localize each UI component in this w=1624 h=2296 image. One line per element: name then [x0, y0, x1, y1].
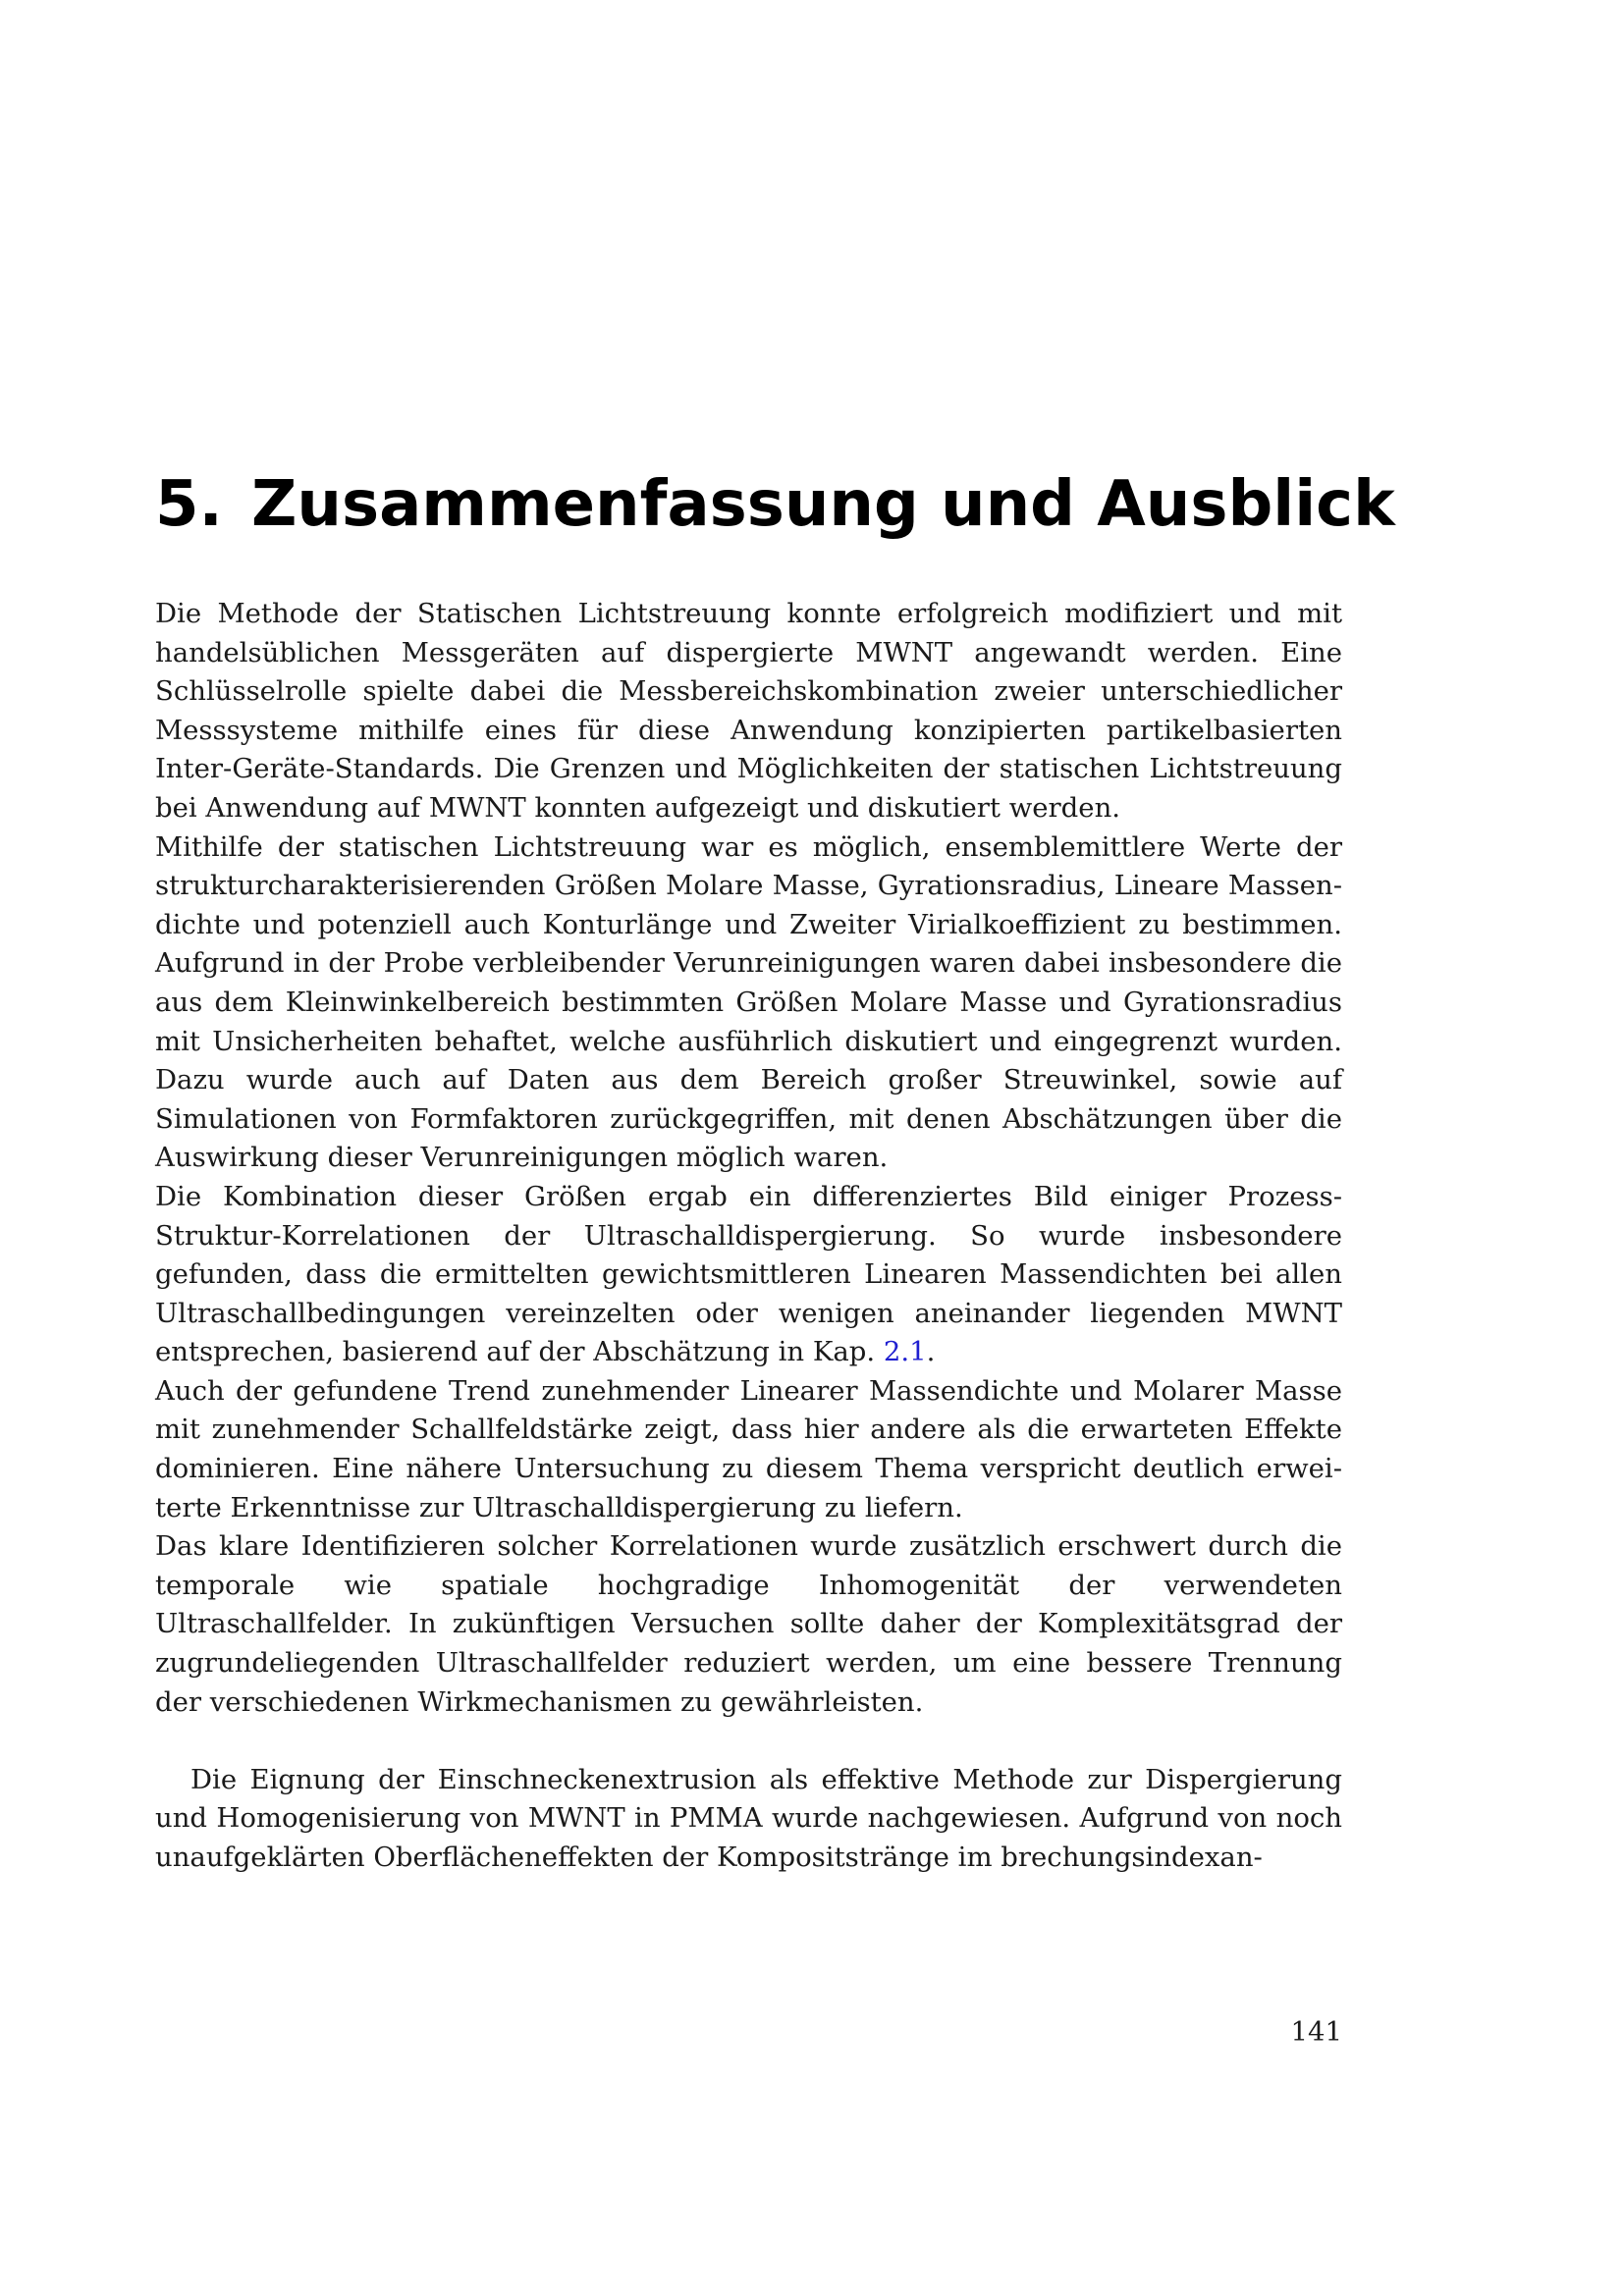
paragraph-3-text: Die Kombination dieser Größen ergab ein differenziertes Bild einiger Prozess-Struktur-Korrelationen der Ultraschalldispergierung. So wurde insbesondere gefunden, dass die ermittelten gewichtsmittleren Linearen Massendichten bei allen Ultraschallbedingungen vereinzelten oder wenigen aneinander liegenden MWNT entsprechen, basierend auf der Abschätzung in Kap.	[155, 1180, 1342, 1368]
section-cross-reference-link[interactable]: 2.1	[883, 1336, 927, 1368]
paragraph-6: Die Eignung der Einschneckenextrusion als effektive Methode zur Dispergierung und Homogenisierung von MWNT in PMMA wurde nachgewiesen. Aufgrund von noch unaufgeklärten Oberflächeneffekten der Kompositstränge im brechungsindexan-	[155, 1763, 1342, 1873]
paragraph-5: Das klare Identifizieren solcher Korrelationen wurde zusätzlich erschwert durch die temporale wie spatiale hochgradige Inhomogenität der verwendeten Ultraschallfelder. In zukünftigen Versuchen sollte daher der Komplexitätsgrad der zugrundeliegenden Ultraschallfelder reduziert werden, um eine bessere Trennung der verschiedenen Wirkmechanismen zu gewährleisten.	[155, 1530, 1342, 1718]
page-number: 141	[1290, 2016, 1342, 2048]
paragraph-2: Mithilfe der statischen Lichtstreuung war es möglich, ensemblemittlere Werte der strukturcharakterisierenden Größen Molare Masse, Gyrationsradius, Lineare Massendichte und potenziell auch Konturlänge und Zweiter Virialkoeffizient zu bestimmen. Aufgrund in der Probe verbleibender Verunreinigungen waren dabei insbesondere die aus dem Kleinwinkelbereich bestimmten Größen Molare Masse und Gyrationsradius mit Unsicherheiten behaftet, welche ausführlich diskutiert und eingegrenzt wurden. Dazu wurde auch auf Daten aus dem Bereich großer Streuwinkel, sowie auf Simulationen von Formfaktoren zurückgegriffen, mit denen Abschätzungen über die Auswirkung dieser Verunreinigungen möglich waren.	[155, 830, 1342, 1174]
paragraph-1: Die Methode der Statischen Lichtstreuung konnte erfolgreich modifiziert und mit handelsüblichen Messgeräten auf dispergierte MWNT angewandt werden. Eine Schlüsselrolle spielte dabei die Messbereichskombination zweier unterschiedlicher Messsysteme mithilfe eines für diese Anwendung konzipierten partikelbasierten Inter-Geräte-Standards. Die Grenzen und Möglichkeiten der statischen Lichtstreuung bei Anwendung auf MWNT konnten aufgezeigt und diskutiert werden.	[155, 598, 1342, 824]
paragraph-4: Auch der gefundene Trend zunehmender Linearer Massendichte und Molarer Masse mit zunehmender Schallfeldstärke zeigt, dass hier andere als die erwarteten Effekte dominieren. Eine nähere Untersuchung zu diesem Thema verspricht deutlich erweiterte Erkenntnisse zur Ultraschalldispergierung zu liefern.	[155, 1374, 1342, 1523]
paragraph-3-end: .	[926, 1336, 936, 1368]
chapter-heading	[155, 465, 1395, 544]
chapter-number: 5.	[155, 468, 223, 541]
chapter-title: Zusammenfassung und Ausblick	[251, 468, 1395, 541]
chapter-body	[155, 595, 1342, 1878]
paragraph-3	[155, 1178, 1342, 1372]
